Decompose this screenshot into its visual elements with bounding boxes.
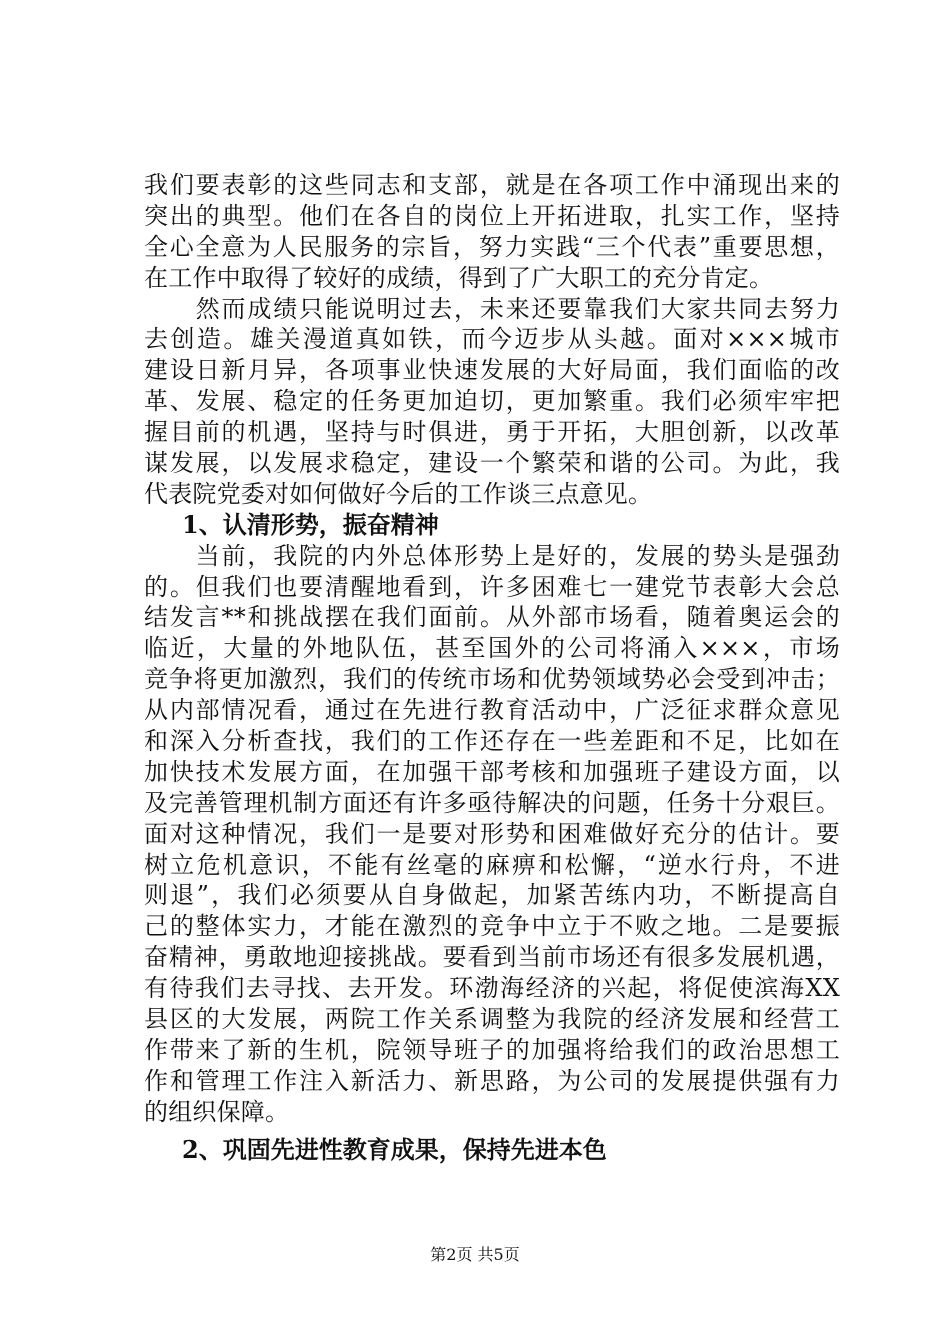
text-line: 代表院党委对如何做好今后的工作谈三点意见。 xyxy=(144,479,653,508)
text-line: 奋精神，勇敢地迎接挑战。要看到当前市场还有很多发展机遇， xyxy=(144,943,840,972)
text-line: 突出的典型。他们在各自的岗位上开拓进取，扎实工作，坚持 xyxy=(144,201,840,230)
text-line: 己的整体实力，才能在激烈的竞争中立于不败之地。二是要振 xyxy=(144,912,840,941)
text-line: 及完善管理机制方面还有许多亟待解决的问题，任务十分艰巨。 xyxy=(144,788,840,817)
text-line: 县区的大发展，两院工作关系调整为我院的经济发展和经营工 xyxy=(144,1005,840,1034)
document-body xyxy=(144,170,840,1166)
text-line: 去创造。雄关漫道真如铁，而今迈步从头越。面对×××城市 xyxy=(144,325,840,354)
text-line: 作带来了新的生机，院领导班子的加强将给我们的政治思想工 xyxy=(144,1035,840,1064)
text-line: 革、发展、稳定的任务更加迫切，更加繁重。我们必须牢牢把 xyxy=(144,387,840,416)
text-line: 谋发展，以发展求稳定，建设一个繁荣和谐的公司。为此，我 xyxy=(144,449,840,478)
text-line: 全心全意为人民服务的宗旨，努力实践“三个代表”重要思想， xyxy=(144,232,840,261)
text-line: 则退”，我们必须要从自身做起，加紧苦练内功，不断提高自 xyxy=(144,881,840,910)
text-line: 的组织保障。 xyxy=(144,1097,290,1126)
text-line: 的。但我们也要清醒地看到，许多困难七一建党节表彰大会总 xyxy=(144,572,840,601)
section-heading-2: 2、巩固先进性教育成果，保持先进本色 xyxy=(182,1134,607,1164)
text-line: 树立危机意识，不能有丝毫的麻痹和松懈，“逆水行舟，不进 xyxy=(144,850,840,879)
section-heading-1: 1、认清形势，振奋精神 xyxy=(182,509,439,539)
text-line: 作和管理工作注入新活力、新思路，为公司的发展提供强有力 xyxy=(144,1066,840,1095)
text-line: 和深入分析查找，我们的工作还存在一些差距和不足，比如在 xyxy=(144,727,840,756)
text-line: 我们要表彰的这些同志和支部，就是在各项工作中涌现出来的 xyxy=(144,171,840,199)
text-line: 然而成绩只能说明过去，未来还要靠我们大家共同去努力 xyxy=(144,294,840,323)
text-line: 握目前的机遇，坚持与时俱进，勇于开拓，大胆创新，以改革 xyxy=(144,418,840,447)
text-line: 从内部情况看，通过在先进行教育活动中，广泛征求群众意见 xyxy=(144,696,840,725)
text-line: 在工作中取得了较好的成绩，得到了广大职工的充分肯定。 xyxy=(144,263,774,292)
text-line: 结发言**和挑战摆在我们面前。从外部市场看，随着奥运会的 xyxy=(144,603,840,632)
text-line: 竞争将更加激烈，我们的传统市场和优势领域势必会受到冲击； xyxy=(144,665,840,694)
text-line: 临近，大量的外地队伍，甚至国外的公司将涌入×××，市场 xyxy=(144,634,840,663)
text-line: 当前，我院的内外总体形势上是好的，发展的势头是强劲 xyxy=(144,541,840,570)
text-line: 面对这种情况，我们一是要对形势和困难做好充分的估计。要 xyxy=(144,819,840,848)
text-line: 有待我们去寻找、去开发。环渤海经济的兴起，将促使滨海XX xyxy=(144,974,840,1003)
text-line: 加快技术发展方面，在加强干部考核和加强班子建设方面，以 xyxy=(144,757,840,786)
text-line: 建设日新月异，各项事业快速发展的大好局面，我们面临的改 xyxy=(144,356,840,385)
page-number-footer: 第2页 共5页 xyxy=(430,1245,520,1264)
